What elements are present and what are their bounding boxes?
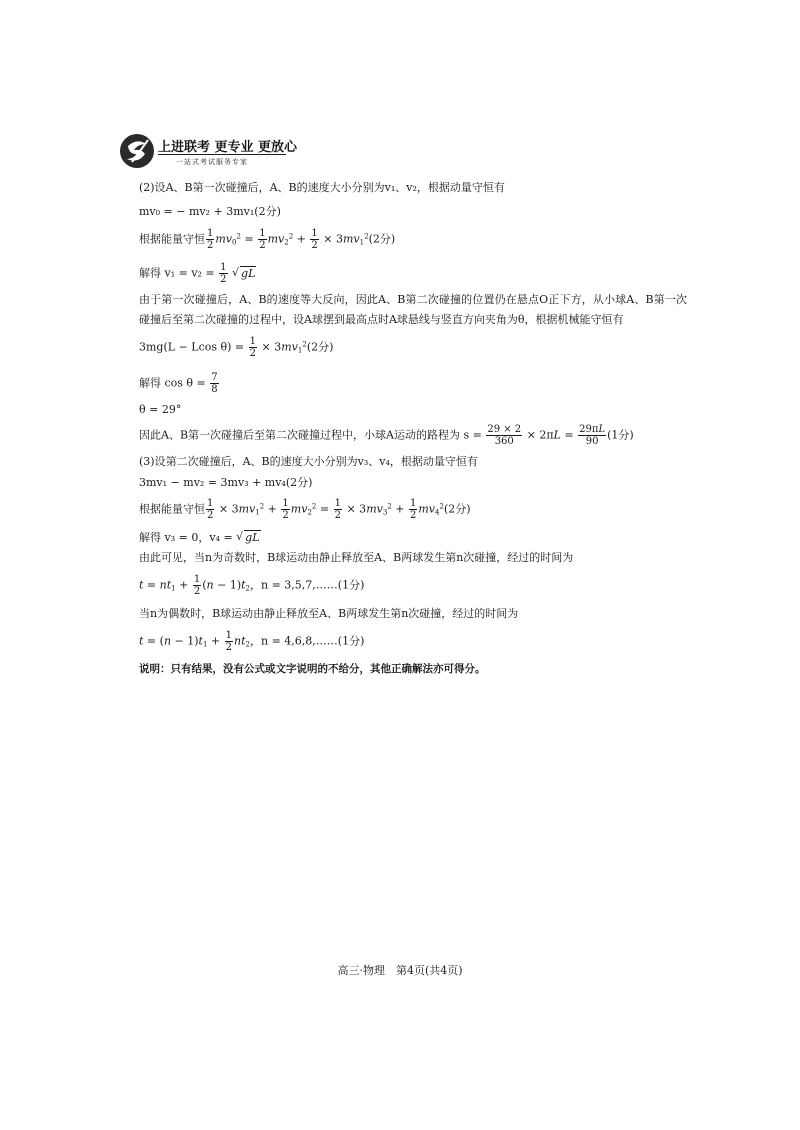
solve-1-prefix: 解得 v₁ = v₂ = xyxy=(139,266,215,280)
part3-intro: (3)设第二次碰撞后，A、B的速度大小分别为v₃、v₄，根据动量守恒有 xyxy=(139,455,478,468)
part2-intro: (2)设A、B第一次碰撞后，A、B的速度大小分别为v₁、v₂，根据动量守恒有 xyxy=(139,181,505,194)
theta-result: θ = 29° xyxy=(139,403,182,416)
brand-logo-icon xyxy=(118,132,156,170)
odd-case-text: 由此可见，当n为奇数时，B球运动由静止释放至A、B两球发生第n次碰撞，经过的时间为 xyxy=(139,551,574,564)
solve-cos-theta: 解得 cos θ = $\frac{7}{8}$ xyxy=(139,372,218,395)
path-prefix: 因此A、B第一次碰撞后至第二次碰撞过程中，小球A运动的路程为 s = xyxy=(139,428,482,442)
energy-1-score: (2分) xyxy=(368,232,396,246)
odd-case-formula: $t = nt_1$ + $\frac{1}{2}$ $(n - 1)t_2$，n = 3,5,7,……(1分) xyxy=(139,574,365,597)
energy-2-prefix: 根据能量守恒 xyxy=(139,502,205,516)
momentum-equation-1: mv₀ = − mv₂ + 3mv₁(2分) xyxy=(139,205,281,218)
even-case-text: 当n为偶数时，B球运动由静止释放至A、B两球发生第n次碰撞，经过的时间为 xyxy=(139,607,519,620)
mechanical-energy-equation: 3mg(L − Lcos θ) = $\frac{1}{2}$ × $3mv_1^2(2$分) xyxy=(139,336,334,359)
solve-velocity-2: 解得 v₃ = 0，v₄ = √ gL xyxy=(139,530,261,546)
path-length-equation: 因此A、B第一次碰撞后至第二次碰撞过程中，小球A运动的路程为 s = $\frac{29 \times 2}{360}$ × 2πL = $\frac{29\pi L}{90}$ (1分) xyxy=(139,424,634,447)
brand-slogan: 上进联考 更专业 更放心 xyxy=(158,140,298,155)
solve-cos-prefix: 解得 cos θ = xyxy=(139,376,206,390)
odd-formula-tail: ，n = 3,5,7,……(1分) xyxy=(250,578,365,592)
page-footer: 高三·物理 第4页(共4页) xyxy=(337,964,463,977)
solve-2-prefix: 解得 v₃ = 0，v₄ = xyxy=(139,531,233,544)
solve-velocity-1: 解得 v₁ = v₂ = $\frac{1}{2}$ √ gL xyxy=(139,262,256,285)
path-score: (1分) xyxy=(607,428,634,442)
mech-energy-score: (2分) xyxy=(306,340,334,354)
brand-subtitle: 一站式考试服务专家 xyxy=(176,158,248,166)
energy-2-score: (2分) xyxy=(443,502,471,516)
even-case-formula: $t = (n - 1)t_1$ + $\frac{1}{2}$ $nt_2$，n = 4,6,8,……(1分) xyxy=(139,630,365,653)
brand-divider xyxy=(158,154,286,155)
energy-1-prefix: 根据能量守恒 xyxy=(139,232,205,246)
even-formula-tail: ，n = 4,6,8,……(1分) xyxy=(250,634,365,648)
grading-note: 说明：只有结果，没有公式或文字说明的不给分，其他正确解法亦可得分。 xyxy=(139,663,486,675)
second-collision-paragraph: 由于第一次碰撞后，A、B的速度等大反向，因此A、B第二次碰撞的位置仍在悬点O正下方，从小球A、B第一次碰撞后至第二次碰撞的过程中，设A球摆到最高点时A球悬线与竖直方向夹角为θ，根据机械能守恒有 xyxy=(139,293,687,326)
energy-equation-1: 根据能量守恒 $\frac{1}{2}$ $mv_0^2$ = $\frac{1}{2}$ $mv_2^2$ + $\frac{1}{2}$ × $3mv_1^2(2$分) xyxy=(139,228,396,251)
energy-equation-2: 根据能量守恒 $\frac{1}{2}$ × $3mv_1^2$ + $\frac{1}{2}$ $mv_2^2$ = $\frac{1}{2}$ × $3mv_3^2$ + $\frac{1}{2}$ $mv_4^2(2$分) xyxy=(139,498,471,521)
mech-energy-left: 3mg(L − Lcos θ) = xyxy=(139,340,245,354)
header-logo xyxy=(118,132,298,172)
momentum-equation-2: 3mv₁ − mv₂ = 3mv₃ + mv₄(2分) xyxy=(139,476,313,489)
